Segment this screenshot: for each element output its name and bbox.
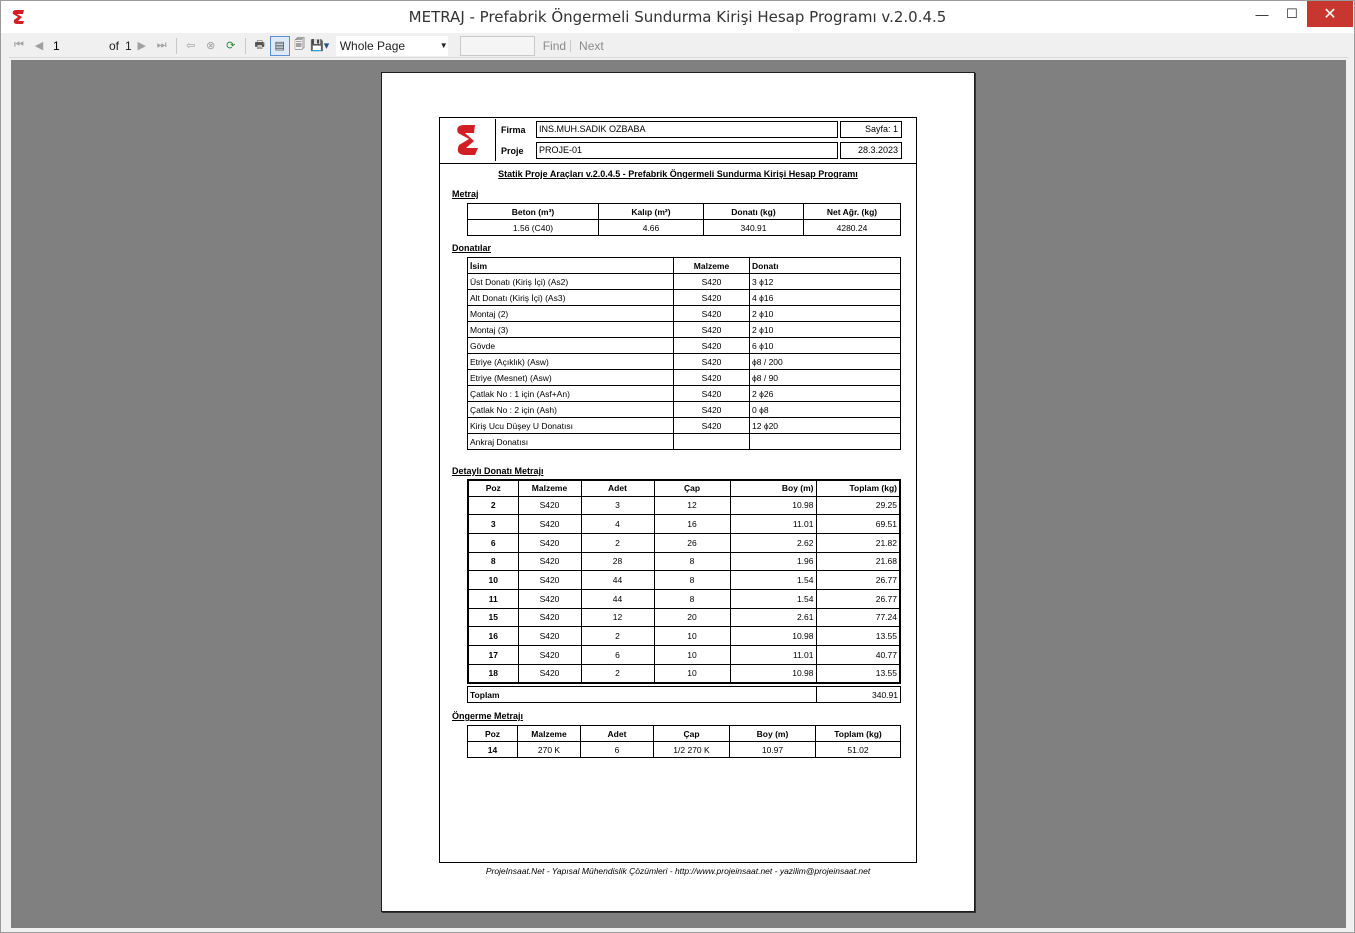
company-logo-icon	[441, 119, 496, 161]
metraj-title: Metraj	[452, 189, 479, 199]
find-input[interactable]	[460, 36, 535, 56]
table-row	[468, 338, 901, 354]
page-number-input[interactable]	[49, 37, 85, 55]
table-cell: Kiriş Ucu Düşey U Donatısı	[468, 418, 674, 434]
table-cell: 1.54	[730, 571, 816, 590]
table-cell: 10.98	[730, 496, 816, 515]
table-cell: 26	[654, 533, 730, 552]
table-cell: 2 ϕ10	[750, 322, 901, 338]
table-row	[468, 533, 900, 552]
table-cell: 0 ϕ8	[750, 402, 901, 418]
table-cell: Çatlak No : 1 için (Asf+An)	[468, 386, 674, 402]
table-row	[468, 322, 901, 338]
maximize-button[interactable]: ☐	[1286, 6, 1298, 21]
table-cell: Etriye (Açıklık) (Asw)	[468, 354, 674, 370]
table-cell: 16	[654, 515, 730, 534]
table-cell: S420	[518, 646, 581, 665]
table-cell: S420	[674, 402, 750, 418]
stop-icon[interactable]: ⊗	[206, 40, 216, 52]
table-cell: 1.54	[730, 589, 816, 608]
report-logo	[441, 119, 496, 161]
table-header: Donatı (kg)	[704, 204, 804, 220]
table-cell: 4 ϕ16	[750, 290, 901, 306]
table-row	[468, 496, 900, 515]
table-cell: Üst Donatı (Kiriş İçi) (As2)	[468, 274, 674, 290]
table-cell: S420	[674, 418, 750, 434]
table-cell: 21.82	[816, 533, 900, 552]
table-cell: 77.24	[816, 608, 900, 627]
toplam-label: Toplam	[468, 687, 817, 703]
table-cell: 2 ϕ10	[750, 306, 901, 322]
page-of-label: of	[109, 38, 120, 53]
table-cell: 10	[654, 627, 730, 646]
table-cell: 12	[654, 496, 730, 515]
table-header: Malzeme	[518, 726, 581, 742]
table-cell: 340.91	[704, 220, 804, 236]
table-cell: 44	[581, 589, 654, 608]
table-cell: 2 ϕ26	[750, 386, 901, 402]
table-cell: 10	[468, 571, 518, 590]
table-cell: 10	[654, 646, 730, 665]
table-cell: 20	[654, 608, 730, 627]
table-header: Boy (m)	[730, 726, 816, 742]
previous-page-icon[interactable]: ◀	[34, 40, 44, 52]
table-cell: Montaj (2)	[468, 306, 674, 322]
table-header: Adet	[581, 726, 654, 742]
firma-label: Firma	[501, 125, 526, 135]
refresh-icon[interactable]: ⟳	[226, 40, 236, 52]
table-cell: 2	[581, 664, 654, 683]
find-link[interactable]: Find	[542, 38, 567, 53]
ongerme-title: Öngerme Metrajı	[452, 711, 524, 721]
table-cell: 8	[654, 589, 730, 608]
table-header: Toplam (kg)	[816, 726, 901, 742]
report-title: Statik Proje Araçları v.2.0.4.5 - Prefabrik Öngermeli Sundurma Kirişi Hesap Programı	[498, 169, 858, 179]
table-cell: 10	[654, 664, 730, 683]
table-cell: 6	[581, 646, 654, 665]
table-row	[468, 552, 900, 571]
table-cell: S420	[518, 627, 581, 646]
minimize-button[interactable]: —	[1255, 6, 1269, 22]
table-cell	[750, 434, 901, 450]
table-header: Adet	[581, 480, 654, 496]
toplam-table	[467, 686, 901, 703]
table-cell: 10.98	[730, 664, 816, 683]
table-cell: Montaj (3)	[468, 322, 674, 338]
table-cell: 1/2 270 K	[654, 742, 730, 758]
table-cell: 270 K	[518, 742, 581, 758]
table-cell: S420	[674, 306, 750, 322]
table-row	[468, 274, 901, 290]
table-cell: S420	[518, 515, 581, 534]
table-cell: 2	[581, 533, 654, 552]
table-cell: 2	[468, 496, 518, 515]
table-cell: ϕ8 / 90	[750, 370, 901, 386]
table-cell: Gövde	[468, 338, 674, 354]
table-cell: 1.96	[730, 552, 816, 571]
table-row	[468, 386, 901, 402]
report-footer: ProjeInsaat.Net - Yapısal Mühendislik Çözümleri - http://www.projeinsaat.net - yazilim@projeinsaat.net	[485, 866, 871, 876]
table-cell: 21.68	[816, 552, 900, 571]
table-cell: 2.61	[730, 608, 816, 627]
table-header: Net Ağr. (kg)	[804, 204, 901, 220]
table-cell: 26.77	[816, 589, 900, 608]
table-cell: 26.77	[816, 571, 900, 590]
date-value: 28.3.2023	[840, 142, 902, 159]
report-page	[381, 72, 975, 912]
table-cell: S420	[674, 322, 750, 338]
table-cell: 2	[581, 627, 654, 646]
table-cell: 6 ϕ10	[750, 338, 901, 354]
table-row	[468, 627, 900, 646]
window-title: METRAJ - Prefabrik Öngermeli Sundurma Kirişi Hesap Programı v.2.0.4.5	[408, 8, 947, 26]
table-row	[468, 646, 900, 665]
table-cell: Ankraj Donatısı	[468, 434, 674, 450]
table-header: Çap	[654, 726, 730, 742]
table-row	[468, 418, 901, 434]
table-cell: 4.66	[599, 220, 704, 236]
table-cell: S420	[518, 496, 581, 515]
toplam-value: 340.91	[817, 687, 901, 703]
table-row	[468, 354, 901, 370]
page-total-label: 1	[125, 38, 132, 53]
first-page-icon[interactable]: ⏮	[14, 39, 24, 51]
table-cell: 18	[468, 664, 518, 683]
ongerme-table	[467, 725, 901, 758]
table-row	[468, 742, 901, 758]
chevron-down-icon: ▼	[439, 41, 448, 50]
next-link[interactable]: Next	[579, 38, 604, 53]
table-cell: 11.01	[730, 515, 816, 534]
firma-value: INS.MUH.SADIK OZBABA	[536, 121, 838, 138]
table-row	[468, 220, 901, 236]
table-header: Donatı	[750, 258, 901, 274]
table-header: Kalıp (m²)	[599, 204, 704, 220]
table-header: Malzeme	[518, 480, 581, 496]
table-cell: 44	[581, 571, 654, 590]
table-cell: 11.01	[730, 646, 816, 665]
table-row	[468, 306, 901, 322]
close-button[interactable]: ✕	[1307, 1, 1353, 27]
next-page-icon[interactable]: ▶	[137, 40, 146, 52]
report-frame	[439, 117, 917, 863]
table-cell: 4	[581, 515, 654, 534]
table-row	[468, 480, 900, 496]
table-header: Beton (m³)	[468, 204, 599, 220]
table-cell: 10.97	[730, 742, 816, 758]
page-setup-icon[interactable]: 🗐	[294, 39, 306, 51]
table-row	[468, 571, 900, 590]
table-cell: Alt Donatı (Kiriş İçi) (As3)	[468, 290, 674, 306]
table-cell: S420	[674, 338, 750, 354]
zoom-select[interactable]	[336, 36, 448, 56]
table-cell: 15	[468, 608, 518, 627]
table-header: Toplam (kg)	[816, 480, 900, 496]
table-cell: 13.55	[816, 627, 900, 646]
table-cell: S420	[674, 386, 750, 402]
zoom-value: Whole Page	[339, 38, 406, 53]
table-header: Poz	[468, 480, 518, 496]
table-cell: 8	[468, 552, 518, 571]
table-header: Çap	[654, 480, 730, 496]
table-row	[468, 290, 901, 306]
proje-label: Proje	[501, 146, 524, 156]
metraj-table	[467, 203, 901, 236]
table-cell: 28	[581, 552, 654, 571]
table-cell: 6	[581, 742, 654, 758]
table-row	[468, 434, 901, 450]
table-header: Poz	[468, 726, 518, 742]
toolbar-separator	[570, 40, 571, 52]
table-cell: 3	[581, 496, 654, 515]
table-cell: Çatlak No : 2 için (Ash)	[468, 402, 674, 418]
report-toolbar	[9, 34, 1348, 58]
table-cell: S420	[518, 533, 581, 552]
table-cell: 4280.24	[804, 220, 901, 236]
table-cell: S420	[518, 664, 581, 683]
table-row	[468, 258, 901, 274]
table-row	[468, 370, 901, 386]
table-cell: S420	[518, 552, 581, 571]
donatilar-table	[467, 257, 901, 450]
last-page-icon[interactable]: ⏭	[156, 39, 167, 51]
table-cell: 40.77	[816, 646, 900, 665]
table-cell: S420	[518, 608, 581, 627]
table-row	[468, 608, 900, 627]
table-cell: 3 ϕ12	[750, 274, 901, 290]
table-row	[468, 664, 900, 683]
print-icon[interactable]: 🖶	[254, 39, 265, 51]
table-cell: 13.55	[816, 664, 900, 683]
table-cell: 3	[468, 515, 518, 534]
table-cell: 8	[654, 571, 730, 590]
table-cell: S420	[674, 370, 750, 386]
table-header: Boy (m)	[730, 480, 816, 496]
table-cell: S420	[674, 354, 750, 370]
table-cell: 10.98	[730, 627, 816, 646]
table-row	[468, 589, 900, 608]
toolbar-separator	[176, 38, 177, 54]
table-cell: 2.62	[730, 533, 816, 552]
title-bar	[1, 1, 1354, 33]
table-row	[468, 402, 901, 418]
header-divider	[440, 163, 916, 164]
detay-title: Detaylı Donatı Metrajı	[452, 466, 544, 476]
table-cell: S420	[518, 589, 581, 608]
print-layout-icon[interactable]: ▤	[270, 36, 290, 56]
table-cell: S420	[518, 571, 581, 590]
table-cell: 1.56 (C40)	[468, 220, 599, 236]
back-icon[interactable]: ⇦	[186, 40, 196, 52]
sayfa-value: Sayfa: 1	[840, 121, 902, 138]
table-cell: 51.02	[816, 742, 901, 758]
table-header: İsim	[468, 258, 674, 274]
proje-value: PROJE-01	[536, 142, 838, 159]
toolbar-separator	[245, 38, 246, 54]
table-cell: 8	[654, 552, 730, 571]
detay-table	[467, 479, 901, 684]
table-cell: 6	[468, 533, 518, 552]
table-cell	[674, 434, 750, 450]
table-cell: S420	[674, 290, 750, 306]
report-viewport[interactable]	[11, 60, 1346, 928]
table-row	[468, 687, 901, 703]
export-icon[interactable]: 💾▾	[310, 40, 330, 52]
table-cell: 12 ϕ20	[750, 418, 901, 434]
table-cell: S420	[674, 274, 750, 290]
table-row	[468, 515, 900, 534]
table-row	[468, 726, 901, 742]
donatilar-title: Donatılar	[452, 243, 492, 253]
table-cell: 16	[468, 627, 518, 646]
table-row	[468, 204, 901, 220]
table-cell: Etriye (Mesnet) (Asw)	[468, 370, 674, 386]
table-cell: 12	[581, 608, 654, 627]
table-cell: ϕ8 / 200	[750, 354, 901, 370]
table-cell: 29.25	[816, 496, 900, 515]
table-cell: 11	[468, 589, 518, 608]
table-cell: 17	[468, 646, 518, 665]
table-cell: 69.51	[816, 515, 900, 534]
table-header: Malzeme	[674, 258, 750, 274]
table-cell: 14	[468, 742, 518, 758]
